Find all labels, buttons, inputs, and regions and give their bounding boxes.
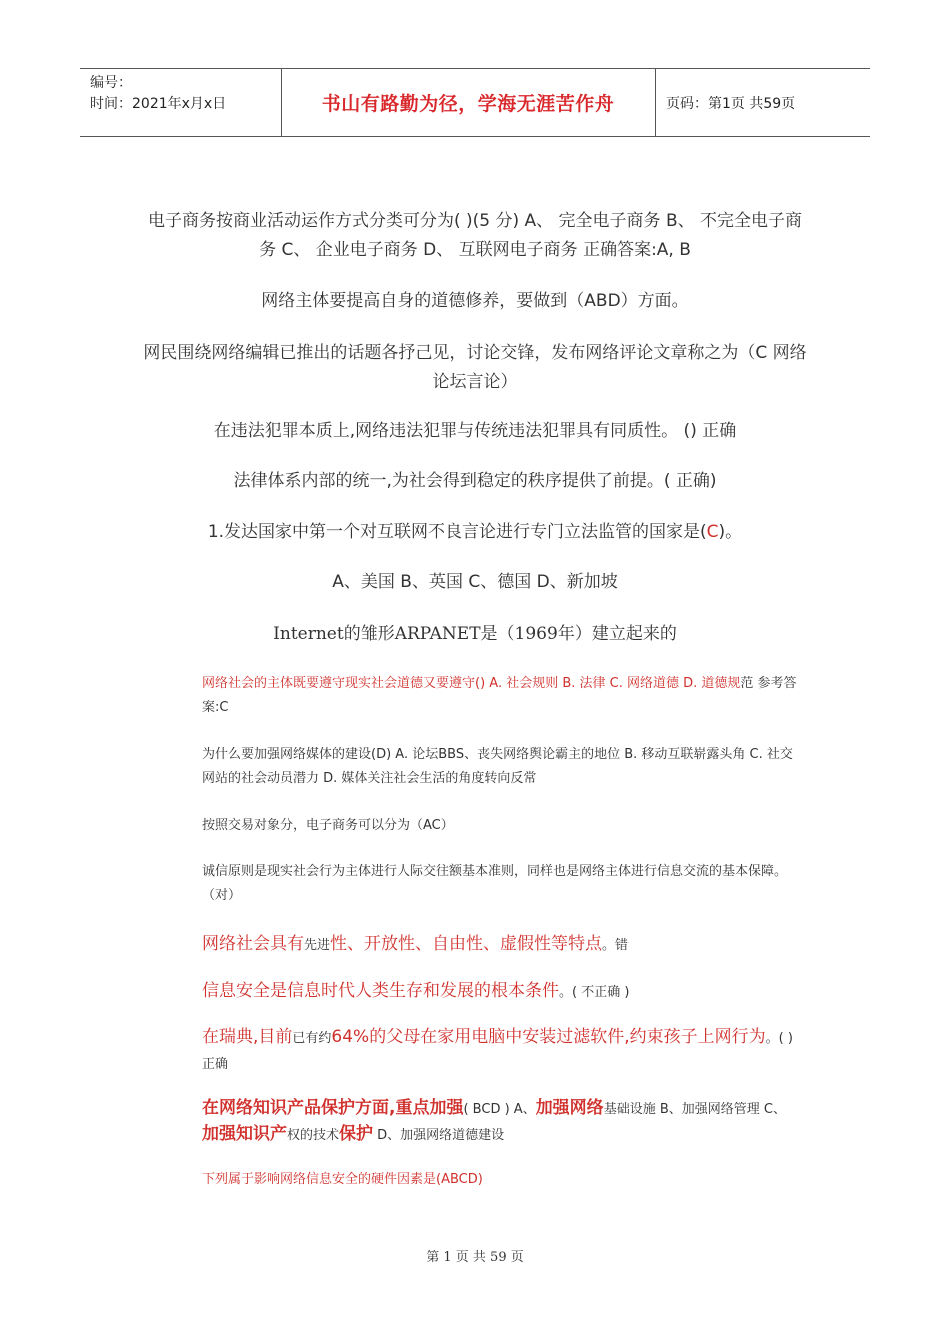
paragraph-16-part: 加强知识产: [202, 1124, 287, 1144]
paragraph-5: 法律体系内部的统一,为社会得到稳定的秩序提供了前提。( 正确): [233, 471, 717, 491]
paragraph-13-part: 性、开放性、自由性、虚假性等特点: [330, 934, 603, 954]
time-label: 时间：2021年x月x日: [90, 96, 227, 112]
paragraph-16-part: 权的技术: [287, 1128, 340, 1143]
paragraph-9: [202, 672, 802, 720]
header-page-label: 页码：第1页 共59页: [666, 96, 796, 112]
paragraph-16-part: ( BCD ) A、: [463, 1102, 536, 1117]
paragraph-3: 网民围绕网络编辑已推出的话题各抒己见，讨论交锋，发布网络评论文章称之为（C 网络论坛言论）: [143, 343, 807, 392]
paragraph-15-part: 。( ) 正确: [202, 1031, 793, 1072]
paragraph-15-part: 已有约: [292, 1031, 332, 1046]
paragraph-16-part: 加强网络: [535, 1098, 604, 1118]
paragraph-16-part: 保护: [339, 1124, 374, 1144]
paragraph-9-answer: 范 参考答案:C: [202, 676, 797, 715]
paragraph-16: [202, 1096, 802, 1148]
paragraph-13-part: 先进: [304, 938, 331, 953]
paragraph-1: 电子商务按商业活动运作方式分类可分为( )(5 分) A、 完全电子商务 B、 不完全电子商务 C、 企业电子商务 D、 互联网电子商务 正确答案:A, B: [147, 211, 803, 260]
paragraph-13-part: 。错: [602, 938, 629, 953]
paragraph-15: [202, 1025, 802, 1077]
paragraph-6-answer: C: [706, 522, 719, 542]
paragraph-6-end: )。: [718, 522, 743, 542]
document-header: [80, 68, 870, 137]
paragraph-9-question: 网络社会的主体既要遵守现实社会道德又要遵守() A. 社会规则 B. 法律 C. 网络道德 D. 道德规: [202, 676, 741, 691]
paragraph-15-part: 在瑞典,目前: [202, 1027, 293, 1047]
paragraph-14-part: 。( 不正确 ): [559, 985, 630, 1000]
header-divider: [655, 69, 656, 136]
paragraph-16-part: 在网络知识产品保护方面,重点加强: [202, 1098, 464, 1118]
paragraph-4: 在违法犯罪本质上,网络违法犯罪与传统违法犯罪具有同质性。 () 正确: [213, 421, 737, 441]
paragraph-10: 为什么要加强网络媒体的建设(D) A. 论坛BBS、丧失网络舆论霸主的地位 B. 移动互联崭露头角 C. 社交网站的社会动员潜力 D. 媒体关注社会生活的角度转向反常: [202, 747, 793, 786]
paragraph-6: [100, 518, 850, 547]
paragraph-17: 下列属于影响网络信息安全的硬件因素是(ABCD): [202, 1172, 483, 1187]
paragraph-11: 按照交易对象分，电子商务可以分为（AC）: [202, 818, 454, 833]
page-footer: 第 1 页 共 59 页: [426, 1250, 524, 1265]
paragraph-2: 网络主体要提高自身的道德修养，要做到（ABD）方面。: [261, 291, 689, 311]
paragraph-14-part: 信息安全是信息时代人类生存和发展的根本条件: [202, 981, 559, 1001]
paragraph-13: [202, 932, 802, 958]
paragraph-16-part: D、加强网络道德建设: [373, 1128, 505, 1143]
paragraph-6-question: 1.发达国家中第一个对互联网不良言论进行专门立法监管的国家是(: [207, 522, 707, 542]
paragraph-8: Internet的雏形ARPANET是（1969年）建立起来的: [273, 624, 677, 644]
number-label: 编号：: [90, 75, 132, 91]
header-motto: 书山有路勤为径，学海无涯苦作舟: [321, 93, 615, 115]
paragraph-13-part: 网络社会具有: [202, 934, 304, 954]
header-meta: [90, 73, 226, 115]
paragraph-12: 诚信原则是现实社会行为主体进行人际交往额基本准则，同样也是网络主体进行信息交流的基本保障。（对）: [202, 864, 788, 903]
paragraph-14: [202, 979, 802, 1005]
paragraph-7: A、美国 B、英国 C、德国 D、新加坡: [332, 572, 618, 592]
paragraph-16-part: 基础设施 B、加强网络管理 C、: [603, 1102, 786, 1117]
paragraph-15-part: 64%的父母在家用电脑中安装过滤软件,约束孩子上网行为: [331, 1027, 766, 1047]
